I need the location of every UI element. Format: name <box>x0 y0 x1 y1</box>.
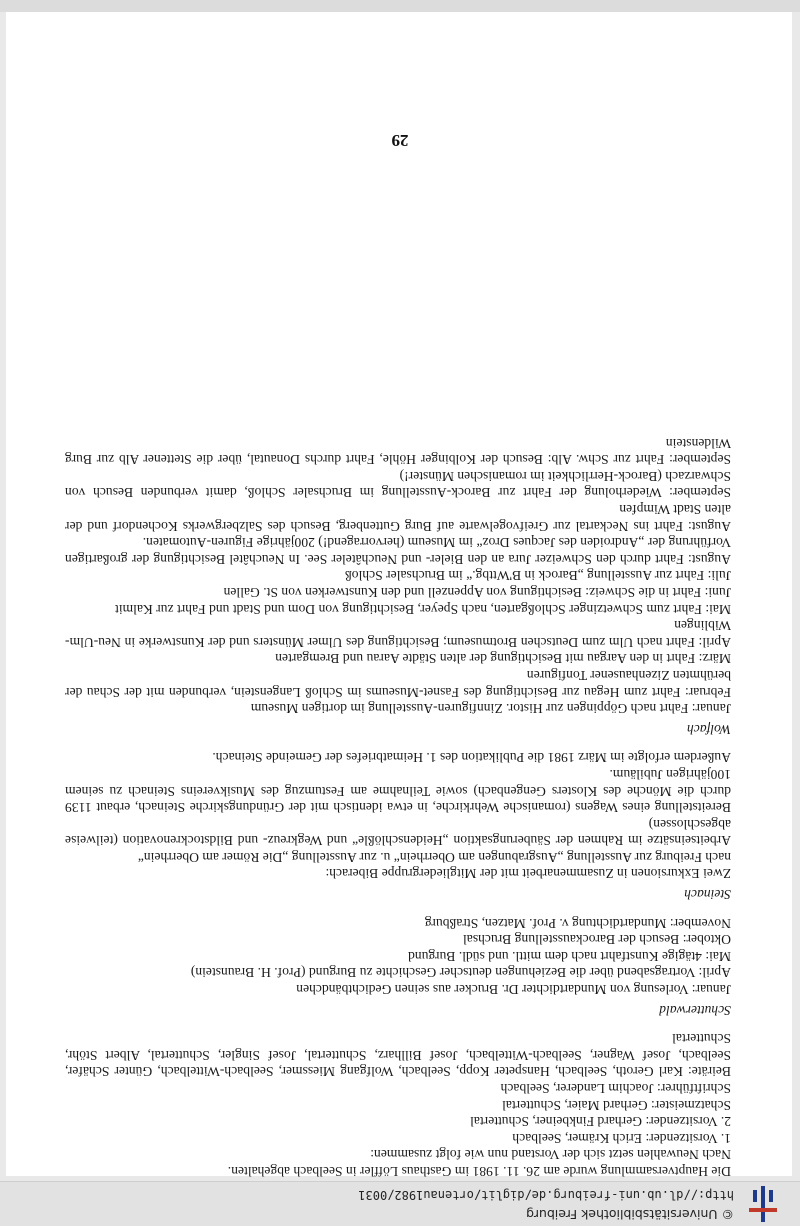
section-paragraph: Außerdem erfolgte im März 1981 die Publikation des 1. Heimatbriefes der Gemeinde Steinach. <box>212 750 731 766</box>
intro-line: 2. Vorsitzender: Gerhard Finkbeiner, Schuttertal <box>470 1114 731 1130</box>
section-paragraph: März: Fahrt in den Aargau mit Besichtigung der alten Städte Aarau und Bremgarten <box>275 651 731 667</box>
section-paragraph: Bereitstellung eines Wagens (romanische Wehrkirche, in etwa identisch mit der Gründungskirche Steinach, erbaut 1139 durch die Mönche des Klosters Gengenbach) sowie Teilnahme am Festumzug des Musikvereins Steinach zu seinem 100jährigen Jubiläum. <box>65 766 731 816</box>
intro-line: Die Hauptversammlung wurde am 26. 11. 1981 im Gasthaus Löffler in Seelbach abgehalten. <box>227 1164 731 1179</box>
source-url-link[interactable]: http://dl.ub.uni-freiburg.de/diglit/ortenau1982/0031 <box>358 1188 734 1202</box>
page-number: 29 <box>391 131 409 150</box>
page-text <box>65 434 731 1179</box>
section-paragraph: April: Fahrt nach Ulm zum Deutschen Brotmuseum; Besichtigung des Ulmer Münsters und der Kunstwerke in Neu-Ulm-Wiblingen <box>65 618 731 650</box>
intro-line: Beiräte: Karl Geroth, Seelbach, Hanspeter Kopp, Seelbach, Wolfgang Miessmer, Seelbach-Wittelbach, Günter Schäfer, Seelbach, Josef Wagner, Seelbach-Wittelbach, Josef Billharz, Schuttertal, Josef Singler, Schuttertal, Albert Stöhr, Schuttertal <box>65 1031 731 1080</box>
section-paragraph: Januar: Fahrt nach Göppingen zur Histor. Zinnfiguren-Ausstellung im dortigen Museum <box>250 701 731 717</box>
bottom-bar <box>0 0 800 12</box>
copyright-text: © Universitätsbibliothek Freiburg <box>526 1207 734 1222</box>
section-paragraph: Februar: Fahrt zum Hegau zur Besichtigung des Fasnet-Museums im Schloß Langenstein, verbunden mit der Schau der berühmten Zizenhausener Tonfiguren <box>65 667 731 700</box>
section-paragraph: September: Fahrt zur Schw. Alb: Besuch der Kolbinger Höhle, Fahrt durchs Donautal, über die Stettener Alb zur Burg Wildenstein <box>65 435 731 468</box>
section-paragraph: Juli: Fahrt zur Ausstellung „Barock in B'Wttbg.“ im Bruchsaler Schloß <box>344 568 731 584</box>
section-paragraph: April: Vortragsabend über die Beziehungen deutscher Geschichte zu Burgund (Prof. H. Braunstein) <box>190 965 731 981</box>
section-paragraph: Oktober: Besuch der Barockausstellung Bruchsal <box>462 932 731 948</box>
section-paragraph: Januar: Vorlesung von Mundartdichter Dr. Brucker aus seinen Gedichtbändchen <box>296 982 731 998</box>
header-bar <box>0 1181 800 1226</box>
section-paragraph: August: Fahrt durch den Schweizer Jura an den Bieler- und Neuchâteler See. In Neuchâtel Besichtigung der großartigen Vorführung der „Androiden des Jacques Droz“ im Museum (hervorragend!) 200jährige Figuren-Automaten. <box>65 535 731 567</box>
section-paragraph: Mai: Fahrt zum Schwetzinger Schloßgarten, nach Speyer, Besichtigung von Dom und Stadt und Fahrt zur Kalmit <box>115 601 731 617</box>
section-heading: Wolfach <box>686 721 731 737</box>
intro-line: Schatzmeister: Gerhard Maier, Schuttertal <box>502 1097 731 1113</box>
section-paragraph: Zwei Exkursionen in Zusammenarbeit mit der Mitgliedergruppe Biberach: <box>325 866 731 882</box>
section-paragraph: nach Freiburg zur Ausstellung „Ausgrabungen am Oberrhein“ u. zur Ausstellung „Die Römer am Oberrhein“ <box>137 849 731 865</box>
section-paragraph: Arbeitseinsätze im Rahmen der Säuberungsaktion „Heidenschlößle“ und Wegkreuz- und Bildstockrenovation (teilweise abgeschlossen) <box>65 816 731 849</box>
section-heading: Steinach <box>684 887 731 903</box>
section-paragraph: Juni: Fahrt in die Schweiz: Besichtigung von Appenzell und den Kunstwerken von St. Gallen <box>223 585 731 600</box>
section-heading: Schutterwald <box>659 1002 731 1018</box>
intro-line: Schriftführer: Joachim Landerer, Seelbach <box>500 1081 731 1097</box>
university-logo-icon <box>744 1184 782 1224</box>
intro-line: 1. Vorsitzender: Erich Krämer, Seelbach <box>512 1130 731 1146</box>
intro-line: Nach Neuwahlen setzt sich der Vorstand nun wie folgt zusammen: <box>370 1147 731 1163</box>
section-paragraph: November: Mundartdichtung v. Prof. Matzen, Straßburg <box>424 915 731 931</box>
section-paragraph: August: Fahrt ins Neckartal zur Greifvogelwarte auf Burg Guttenberg, Besuch des Salzbergwerks Kochendorf und der alten Stadt Wimpfen <box>65 502 731 534</box>
section-paragraph: September: Wiederholung der Fahrt zur Barock-Ausstellung im Bruchsaler Schloß, damit verbunden Besuch von Schwarzach (Barock-Herrlichkeit im romanischen Münster!) <box>65 468 731 501</box>
section-paragraph: Mai: 4tägige Kunstfahrt nach dem mittl. und südl. Burgund <box>408 948 731 964</box>
